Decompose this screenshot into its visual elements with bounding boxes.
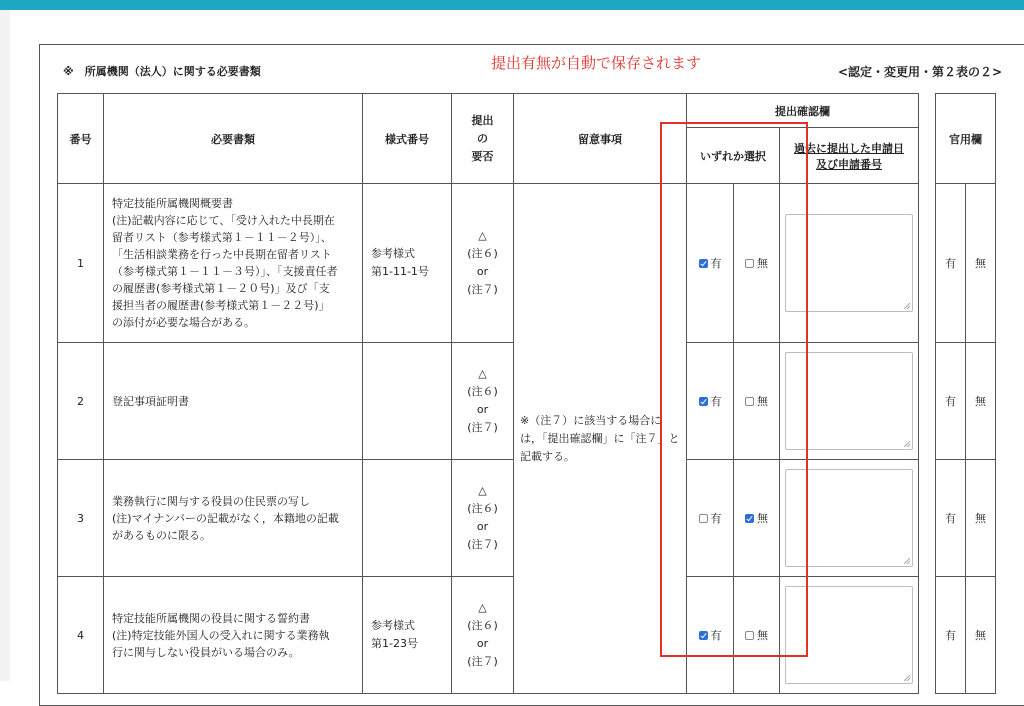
header-required [452,94,514,184]
checkbox-checked-icon[interactable] [699,397,708,406]
office-no: 無 [966,460,996,577]
required-cell [452,577,514,694]
required-line: (注６) [467,502,498,515]
document-line: 行に関与しない役員がいる場合のみ。 [112,645,300,659]
form-number-line: 第1-23号 [371,637,418,650]
no-checkbox[interactable] [734,460,780,577]
document-cell [104,460,363,577]
header-notes: 留意事項 [514,94,687,184]
document-line: 特定技能所属機関の役員に関する誓約書 [112,611,310,625]
document-line: 留者リスト（参考様式第１－１１－２号）」、 [112,231,332,244]
yes-checkbox[interactable] [687,577,734,694]
autosave-notice: 提出有無が自動で保存されます [491,54,702,72]
yes-checkbox[interactable] [687,343,734,460]
table-row [58,184,996,343]
form-number-cell [363,343,452,460]
header-required-line: 提出 [471,113,494,127]
past-application-textarea[interactable] [785,214,913,312]
past-application-cell [780,184,919,343]
document-cell [104,184,363,343]
required-line: △ [478,367,487,380]
required-cell [452,184,514,343]
document-line: の添付が必要な場合がある。 [112,316,255,329]
header-num: 番号 [58,94,104,184]
header-office: 官用欄 [936,94,996,184]
checkbox-unchecked-icon[interactable] [745,631,754,640]
required-line: △ [478,601,487,614]
document-cell [104,343,363,460]
column-gap [919,94,936,694]
no-label: 無 [757,395,768,408]
required-line: (注７) [467,655,498,668]
form-number-cell [363,184,452,343]
yes-label: 有 [710,395,722,408]
past-application-cell [780,577,919,694]
top-bar [0,0,1024,10]
required-line: △ [478,229,487,242]
required-cell [452,343,514,460]
document-cell [104,577,363,694]
checkbox-unchecked-icon[interactable] [699,514,708,523]
past-application-textarea[interactable] [785,469,913,567]
yes-label: 有 [710,629,722,642]
document-line: (注)特定技能外国人の受入れに関する業務執 [112,628,330,642]
required-line: or [476,265,489,278]
header-doc: 必要書類 [104,94,363,184]
office-yes: 有 [936,184,966,343]
header-required-line: の [477,131,488,145]
form-number-cell [363,577,452,694]
section-heading: ※ 所属機関（法人）に関する必要書類 [63,65,261,78]
form-number-line: 参考様式 [371,619,415,632]
past-application-cell [780,343,919,460]
past-application-cell [780,460,919,577]
office-no: 無 [966,184,996,343]
document-line: 業務執行に関与する役員の住民票の写し [112,494,310,508]
document-line: があるものに限る。 [112,528,211,542]
form-number-cell [363,460,452,577]
required-line: △ [478,484,487,497]
form-number-line: 第1-11-1号 [371,265,429,278]
header-confirm: 提出確認欄 [687,94,919,128]
document-line: （参考様式第１－１１－３号）」、「支援責任者 [112,265,338,278]
header-form-no: 様式番号 [363,94,452,184]
checkbox-checked-icon[interactable] [699,631,708,640]
document-line: (注)マイナンバーの記載がなく，本籍地の記載 [112,511,339,525]
header-past-line: 及び申請番号 [816,157,882,171]
office-no: 無 [966,577,996,694]
no-checkbox[interactable] [734,577,780,694]
notes-cell [514,184,687,694]
no-checkbox[interactable] [734,343,780,460]
header-past-application [780,128,919,184]
left-gutter [0,10,10,681]
row-number: 4 [58,577,104,694]
document-line: 援担当者の履歴書(参考様式第１－２２号)」 [112,299,330,312]
required-line: (注７) [467,421,498,434]
required-line: (注７) [467,283,498,296]
past-application-textarea[interactable] [785,352,913,450]
office-yes: 有 [936,343,966,460]
required-line: or [476,637,489,650]
row-number: 2 [58,343,104,460]
no-label: 無 [757,512,768,525]
row-number: 1 [58,184,104,343]
yes-label: 有 [710,512,722,525]
checkbox-checked-icon[interactable] [745,514,754,523]
office-yes: 有 [936,460,966,577]
form-reference: <認定・変更用・第２表の２> [838,65,1003,79]
required-line: (注６) [467,619,498,632]
yes-checkbox[interactable] [687,460,734,577]
header-select: いずれか選択 [687,128,780,184]
checkbox-unchecked-icon[interactable] [745,397,754,406]
required-documents-table [57,93,996,694]
document-line: 特定技能所属機関概要書 [112,197,233,210]
required-line: (注６) [467,247,498,260]
document-line: (注)記載内容に応じて、「受け入れた中長期在 [112,214,335,227]
required-line: or [476,403,489,416]
form-number-line: 参考様式 [371,247,415,260]
shared-note: ※（注７）に該当する場合には，「提出確認欄」に「注７」と記載する。 [520,413,680,463]
document-line: 登記事項証明書 [112,394,189,408]
required-line: or [476,520,489,533]
office-no: 無 [966,343,996,460]
required-cell [452,460,514,577]
no-checkbox[interactable] [734,184,780,343]
yes-checkbox[interactable] [687,184,734,343]
no-label: 無 [757,257,768,270]
checkbox-unchecked-icon[interactable] [745,259,754,268]
required-line: (注６) [467,385,498,398]
header-past-line: 過去に提出した申請日 [794,141,904,155]
document-line: 「生活相談業務を行った中長期在留者リスト [112,248,332,261]
office-yes: 有 [936,577,966,694]
no-label: 無 [757,629,768,642]
row-number: 3 [58,460,104,577]
required-line: (注７) [467,538,498,551]
document-line: の履歴書(参考様式第１－２０号)」及び「支 [112,282,330,295]
past-application-textarea[interactable] [785,586,913,684]
header-required-line: 要否 [471,149,494,163]
checkbox-checked-icon[interactable] [699,259,708,268]
yes-label: 有 [710,257,722,270]
